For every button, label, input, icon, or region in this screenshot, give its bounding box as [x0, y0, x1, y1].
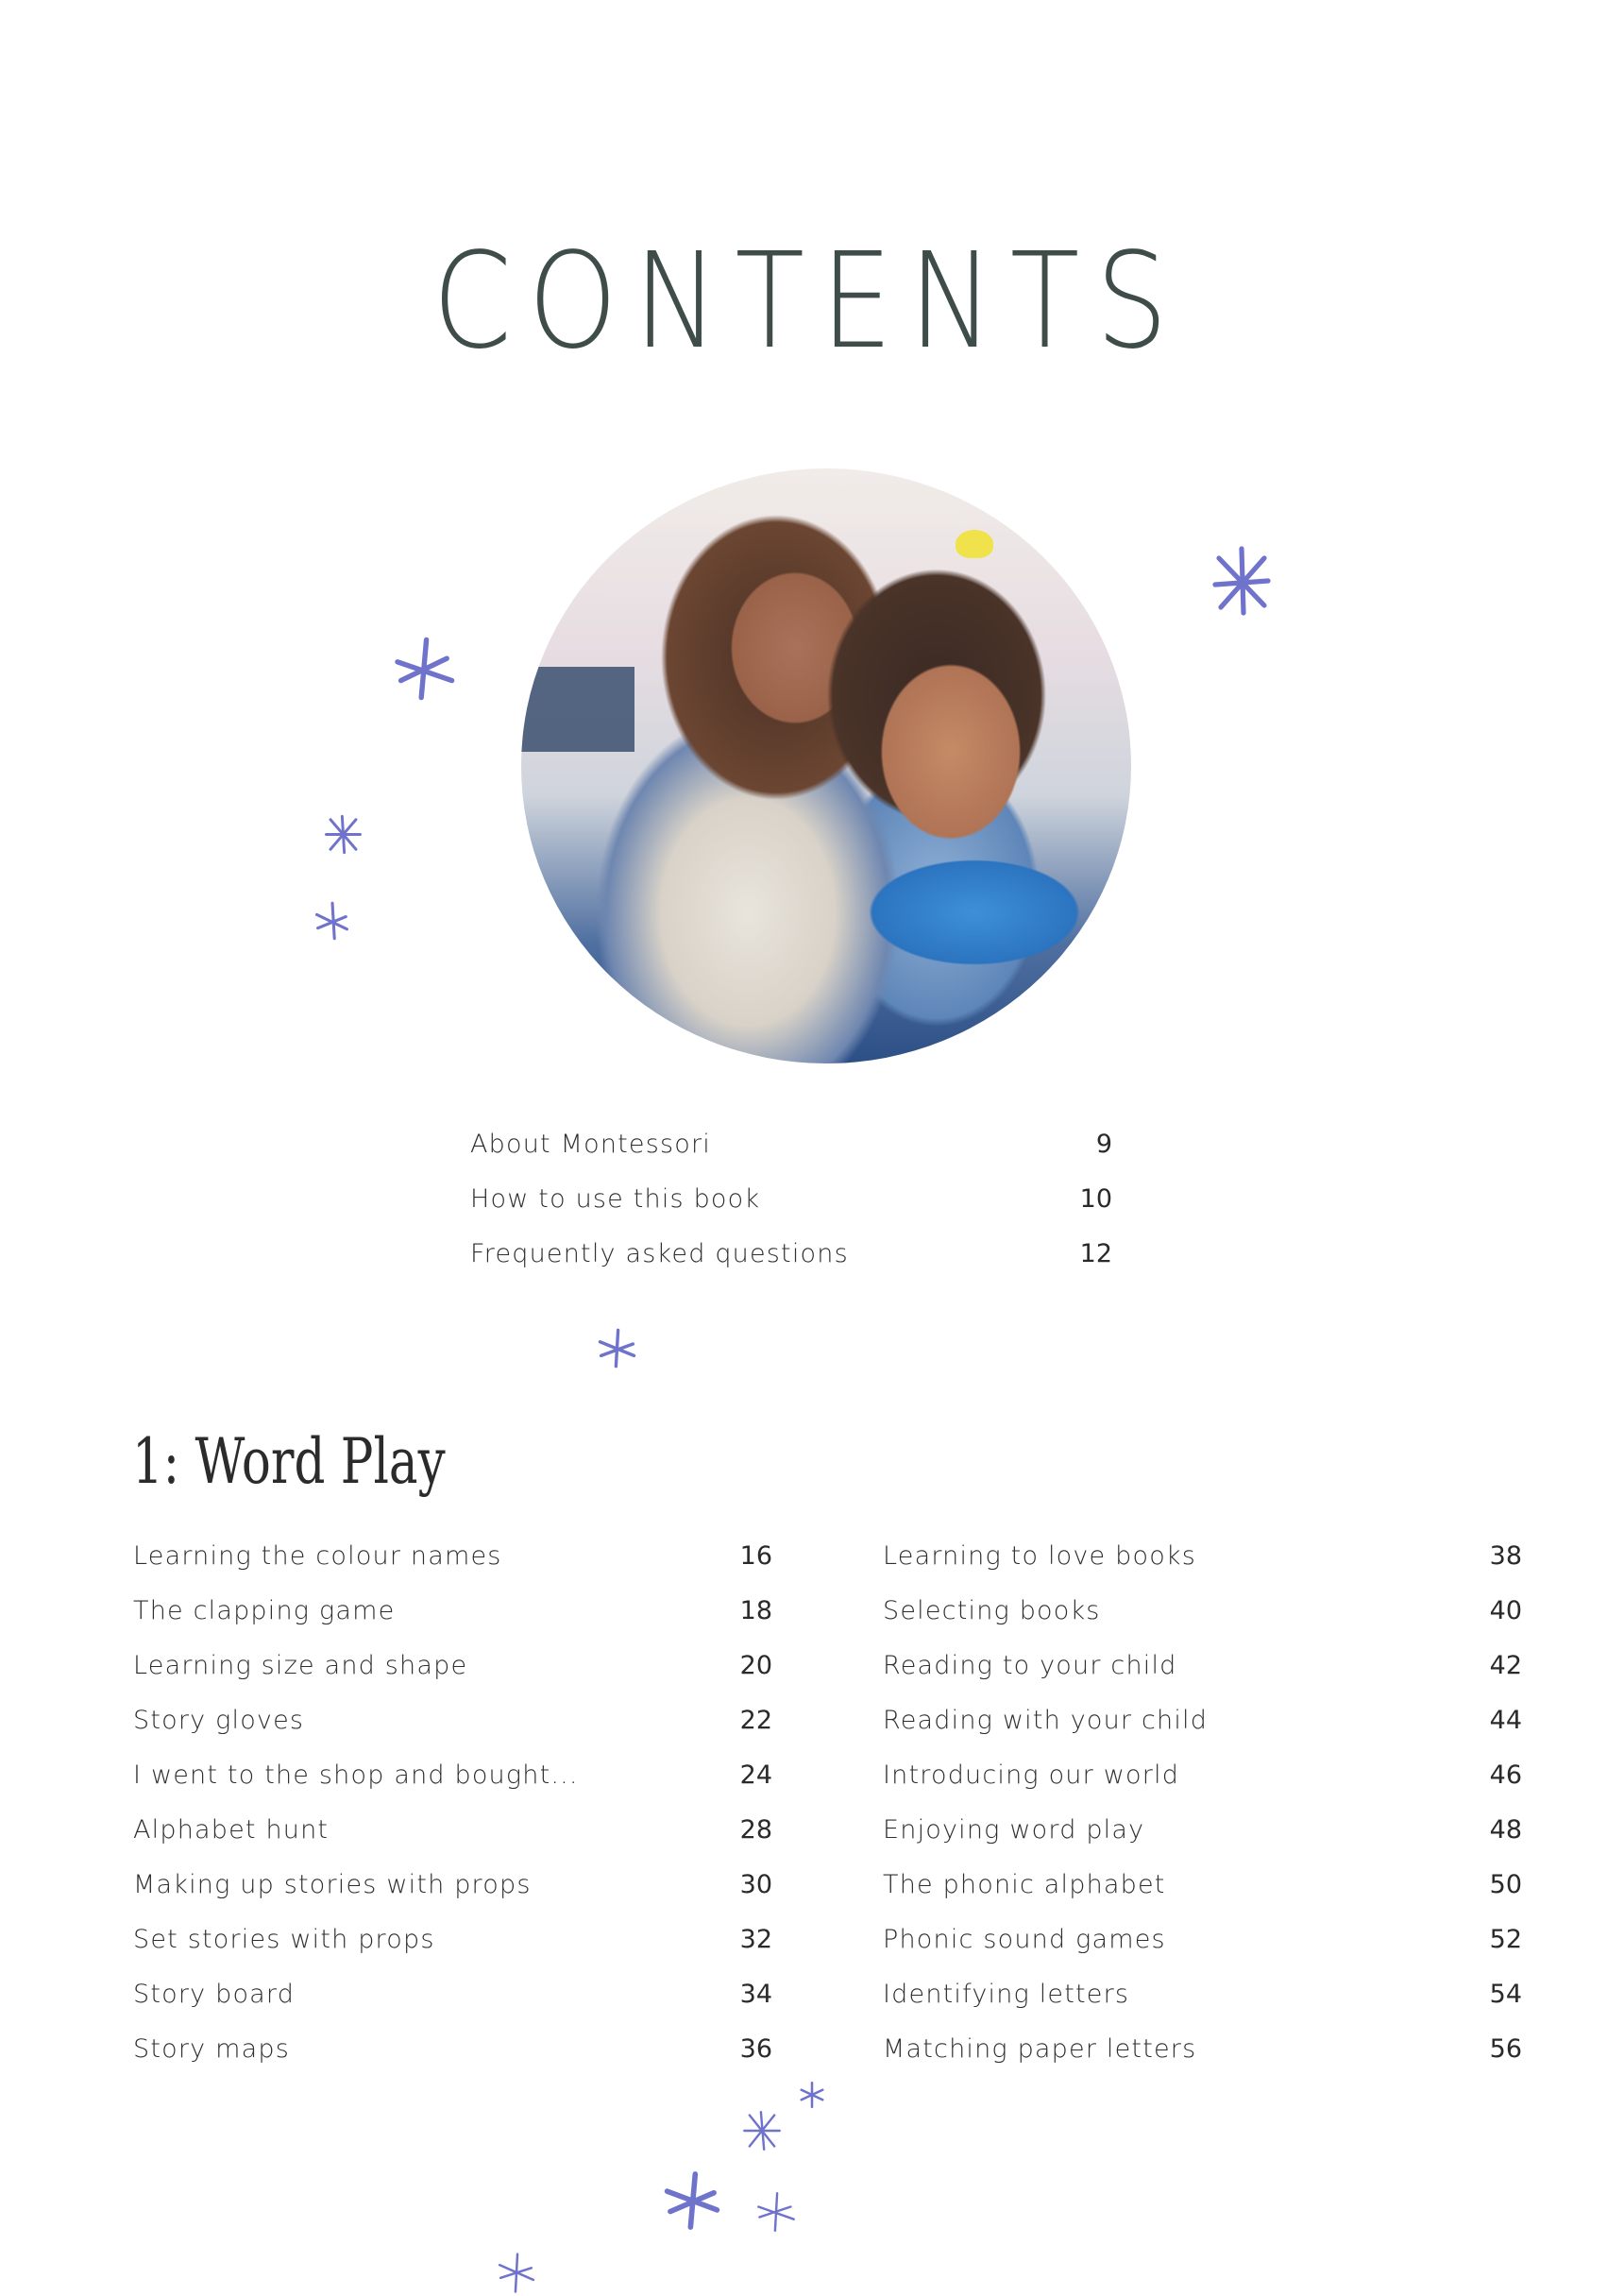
toc-entry[interactable]	[133, 1538, 772, 1592]
toc-entry[interactable]	[883, 1921, 1522, 1976]
toc-entry-title: The clapping game	[133, 1596, 396, 1625]
toc-entry[interactable]	[883, 1647, 1522, 1702]
toc-entry-title: Selecting books	[883, 1596, 1101, 1625]
toc-entry-page: 38	[1489, 1541, 1522, 1571]
toc-entry-title: About Montessori	[470, 1130, 711, 1159]
toc-entry-page: 56	[1489, 2034, 1522, 2064]
toc-entry-page: 12	[1079, 1239, 1112, 1268]
toc-entry-title: Story maps	[133, 2034, 290, 2064]
toc-entry-page: 50	[1489, 1870, 1522, 1899]
toc-entry-title: The phonic alphabet	[883, 1870, 1166, 1899]
star-icon	[322, 813, 364, 856]
toc-entry[interactable]	[133, 1647, 772, 1702]
toc-entry[interactable]	[133, 2031, 772, 2085]
toc-entry-page: 22	[739, 1706, 772, 1735]
toc-entry-title: I went to the shop and bought...	[133, 1760, 579, 1790]
toc-entry-page: 40	[1489, 1596, 1522, 1625]
toc-entry-title: Phonic sound games	[883, 1925, 1166, 1954]
page-title: CONTENTS	[432, 225, 1185, 379]
toc-entry-page: 44	[1489, 1706, 1522, 1735]
star-icon	[389, 635, 457, 703]
toc-entry-page: 30	[739, 1870, 772, 1899]
toc-entry-title: Introducing our world	[883, 1760, 1180, 1790]
toc-entry-page: 18	[739, 1596, 772, 1625]
section-heading: 1: Word Play	[132, 1425, 446, 1498]
toc-entry-title: Reading to your child	[883, 1651, 1177, 1680]
toc-entry-page: 36	[739, 2034, 772, 2064]
toc-entry-page: 46	[1489, 1760, 1522, 1790]
star-icon	[596, 1327, 638, 1369]
toc-entry-title: Learning the colour names	[133, 1541, 502, 1571]
photo-background-shelf	[521, 667, 634, 752]
star-icon	[497, 2248, 536, 2296]
toc-entry-title: How to use this book	[470, 1184, 761, 1214]
star-icon	[661, 2168, 723, 2234]
photo-hair-bow	[956, 530, 993, 558]
toc-entry-page: 24	[739, 1760, 772, 1790]
toc-entry-title: Frequently asked questions	[470, 1239, 849, 1268]
toc-entry[interactable]	[883, 2031, 1522, 2085]
toc-entry[interactable]	[133, 1921, 772, 1976]
toc-entry-page: 28	[739, 1815, 772, 1845]
toc-entry[interactable]	[133, 1757, 772, 1811]
star-icon	[755, 2189, 797, 2235]
toc-entry-page: 10	[1079, 1184, 1112, 1214]
toc-entry[interactable]	[133, 1702, 772, 1757]
toc-entry-title: Story board	[133, 1980, 296, 2009]
toc-entry-page: 48	[1489, 1815, 1522, 1845]
toc-entry-title: Learning size and shape	[133, 1651, 468, 1680]
toc-entry-title: Enjoying word play	[883, 1815, 1145, 1845]
toc-entry-title: Matching paper letters	[883, 2034, 1197, 2064]
toc-entry[interactable]	[133, 1811, 772, 1866]
toc-entry-page: 34	[739, 1980, 772, 2009]
toc-entry[interactable]	[133, 1592, 772, 1647]
toc-entry-page: 20	[739, 1651, 772, 1680]
toc-entry-page: 54	[1489, 1980, 1522, 2009]
toc-column-right	[883, 1538, 1522, 2085]
toc-entry[interactable]	[133, 1866, 772, 1921]
toc-entry[interactable]	[883, 1976, 1522, 2031]
toc-entry[interactable]	[883, 1702, 1522, 1757]
toc-entry-page: 16	[739, 1541, 772, 1571]
toc-entry[interactable]	[470, 1126, 1112, 1181]
toc-entry-page: 9	[1095, 1130, 1112, 1159]
toc-entry-page: 32	[739, 1925, 772, 1954]
star-icon	[1202, 543, 1277, 619]
toc-entry-title: Learning to love books	[883, 1541, 1197, 1571]
toc-entry[interactable]	[883, 1811, 1522, 1866]
toc-entry[interactable]	[883, 1538, 1522, 1592]
toc-entry[interactable]	[883, 1866, 1522, 1921]
star-icon	[798, 2080, 826, 2110]
toc-entry-title: Reading with your child	[883, 1706, 1209, 1735]
mother-daughter-reading-photo	[521, 468, 1131, 1063]
toc-entry-title: Identifying letters	[883, 1980, 1130, 2009]
toc-entry-title: Making up stories with props	[133, 1870, 532, 1899]
star-icon	[312, 900, 353, 942]
star-icon	[741, 2108, 783, 2153]
toc-entry-title: Story gloves	[133, 1706, 305, 1735]
toc-entry[interactable]	[470, 1181, 1112, 1235]
toc-entry-title: Alphabet hunt	[133, 1815, 330, 1845]
toc-entry-page: 52	[1489, 1925, 1522, 1954]
toc-entry-page: 42	[1489, 1651, 1522, 1680]
toc-entry[interactable]	[883, 1757, 1522, 1811]
intro-toc-list	[470, 1126, 1112, 1290]
toc-entry[interactable]	[470, 1235, 1112, 1290]
toc-entry-title: Set stories with props	[133, 1925, 435, 1954]
toc-entry[interactable]	[133, 1976, 772, 2031]
toc-entry[interactable]	[883, 1592, 1522, 1647]
toc-column-left	[133, 1538, 772, 2085]
